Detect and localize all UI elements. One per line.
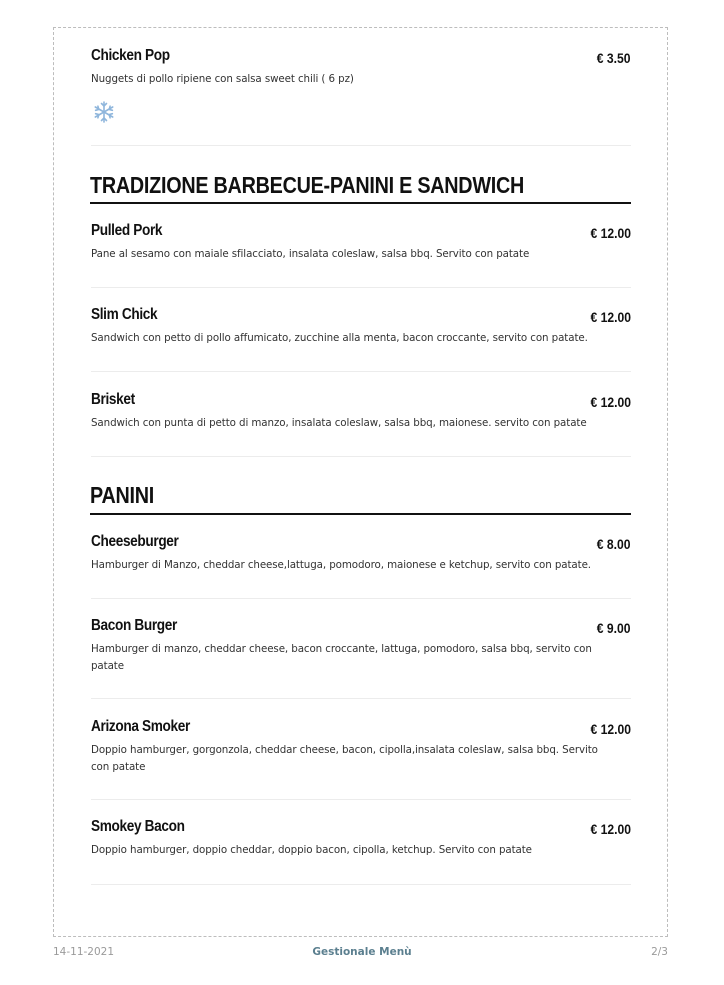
item-name: Bacon Burger (91, 617, 177, 634)
item-name: Slim Chick (91, 306, 158, 323)
item-price: € 12.00 (590, 226, 631, 241)
item-description: Hamburger di Manzo, cheddar cheese,lattuga, pomodoro, maionese e ketchup, servito con patate. (91, 559, 591, 571)
section-rule (90, 202, 631, 204)
item-price: € 8.00 (597, 537, 631, 552)
footer-date: 14-11-2021 (53, 946, 115, 958)
item-price: € 12.00 (590, 822, 631, 837)
section-title: TRADIZIONE BARBECUE-PANINI E SANDWICH (90, 172, 525, 198)
item-price: € 12.00 (590, 310, 631, 325)
item-price: € 3.50 (597, 51, 631, 66)
item-separator (91, 456, 631, 457)
section-rule (90, 513, 631, 515)
menu-item (91, 718, 631, 778)
item-separator (91, 799, 631, 800)
menu-item (91, 222, 631, 262)
item-description: Hamburger di manzo, cheddar cheese, bacon croccante, lattuga, pomodoro, salsa bbq, servito con patate (91, 643, 592, 672)
item-price: € 9.00 (597, 621, 631, 636)
item-price: € 12.00 (590, 395, 631, 410)
section-title: PANINI (90, 482, 155, 508)
item-separator (91, 698, 631, 699)
item-description: Nuggets di pollo ripiene con salsa sweet chili ( 6 pz) (91, 73, 354, 85)
item-separator (91, 145, 631, 146)
snowflake-icon (92, 100, 116, 124)
footer-app-name: Gestionale Menù (312, 946, 412, 958)
item-name: Arizona Smoker (91, 718, 190, 735)
item-separator (91, 287, 631, 288)
item-description: Sandwich con punta di petto di manzo, insalata coleslaw, salsa bbq, maionese. servito con patate (91, 417, 587, 429)
item-separator (91, 598, 631, 599)
menu-item (91, 617, 631, 677)
menu-item (91, 533, 631, 573)
item-description: Doppio hamburger, doppio cheddar, doppio bacon, cipolla, ketchup. Servito con patate (91, 844, 532, 856)
item-name: Brisket (91, 391, 135, 408)
menu-item (91, 47, 631, 87)
item-name: Chicken Pop (91, 47, 170, 64)
item-price: € 12.00 (590, 722, 631, 737)
item-description: Doppio hamburger, gorgonzola, cheddar cheese, bacon, cipolla,insalata coleslaw, salsa bbq. Servito con patate (91, 744, 598, 773)
item-name: Smokey Bacon (91, 818, 185, 835)
menu-page-frame-bottom (53, 936, 668, 937)
item-description: Pane al sesamo con maiale sfilacciato, insalata coleslaw, salsa bbq. Servito con patate (91, 248, 530, 260)
item-name: Pulled Pork (91, 222, 163, 239)
item-separator (91, 371, 631, 372)
item-separator (91, 884, 631, 885)
item-name: Cheeseburger (91, 533, 179, 550)
footer-page-number: 2/3 (651, 946, 668, 958)
menu-item (91, 818, 631, 858)
menu-item (91, 391, 631, 431)
menu-item (91, 306, 631, 346)
item-description: Sandwich con petto di pollo affumicato, zucchine alla menta, bacon croccante, servito con patate. (91, 332, 588, 344)
